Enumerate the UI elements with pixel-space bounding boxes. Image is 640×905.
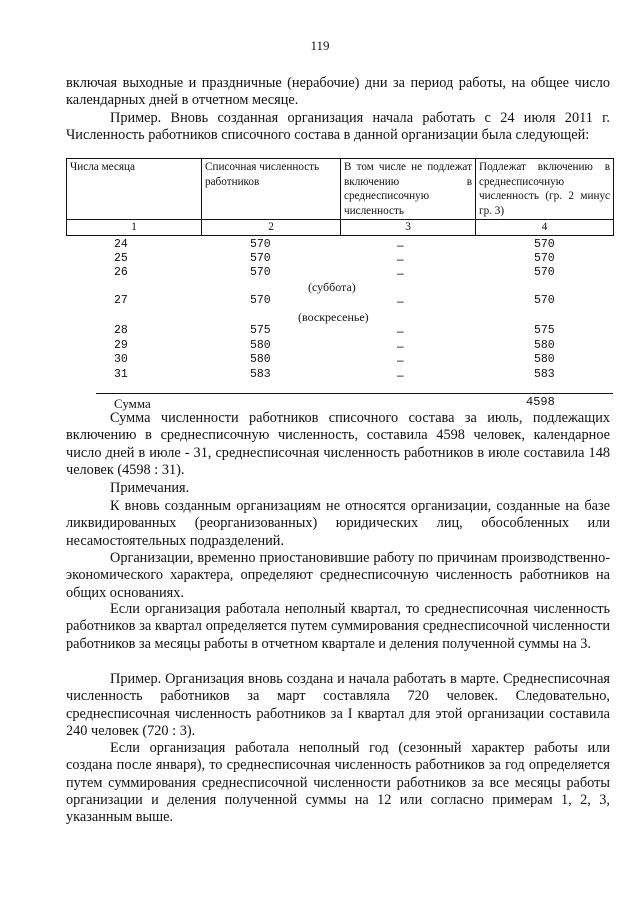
row-count: 570 — [250, 294, 271, 307]
row-included: 570 — [534, 266, 555, 279]
row-included: 570 — [534, 238, 555, 251]
paragraph-new-orgs: К вновь созданным организациям не относятся организации, созданные на базе ликвидированных (реорганизованных) юридических лиц, обособленных или несамостоятельных подразделений. — [66, 498, 610, 549]
header-included: Подлежат включению в среднесписочную численность (гр. 2 минус гр. 3) — [476, 159, 614, 220]
paragraph-suspended: Организации, временно приостановившие работу по причинам производственно-экономического характера, определяют среднесписочную численность работников на общих основаниях. — [66, 550, 610, 601]
table-row — [0, 294, 640, 308]
header-excluded: В том числе не подлежат включению в среднесписочную численность — [341, 159, 476, 220]
row-count: 575 — [250, 324, 271, 337]
row-count: 570 — [250, 266, 271, 279]
sum-divider — [96, 393, 613, 394]
col-number-4: 4 — [476, 220, 614, 236]
note-saturday: (суббота) — [308, 280, 356, 294]
page-number: 119 — [310, 38, 330, 53]
notes-heading: Примечания. — [110, 480, 190, 496]
row-excluded: – — [397, 266, 404, 280]
paragraph-example-march: Пример. Организация вновь создана и начала работать в марте. Среднесписочная численность работников за март составляла 720 человек. Следовательно, среднесписочная численность работников за I квартал для этой организации составила 240 человек (720 : 3). — [66, 671, 610, 739]
row-excluded: – — [397, 238, 404, 252]
table-row — [0, 324, 640, 338]
intro-paragraph-1: включая выходные и праздничные (нерабочие) дни за период работы, на общее число календарных дней в отчетном месяце. — [66, 75, 610, 109]
paragraph-sum: Сумма численности работников списочного состава за июль, подлежащих включению в среднесписочную численность, составила 4598 человек, календарное число дней в июле - 31, среднесписочная численность работников в июле составила 148 человек (4598 : 31). — [66, 410, 610, 478]
row-included: 570 — [534, 294, 555, 307]
table-row — [0, 339, 640, 353]
row-count: 583 — [250, 368, 271, 381]
table-row — [0, 266, 640, 280]
row-day: 30 — [114, 353, 128, 366]
col-number-3: 3 — [341, 220, 476, 236]
row-included: 580 — [534, 353, 555, 366]
row-excluded: – — [397, 324, 404, 338]
header-day: Числа месяца — [67, 159, 202, 220]
row-day: 26 — [114, 266, 128, 279]
row-count: 570 — [250, 252, 271, 265]
row-count: 570 — [250, 238, 271, 251]
row-excluded: – — [397, 368, 404, 382]
row-day: 24 — [114, 238, 128, 251]
row-excluded: – — [397, 252, 404, 266]
row-day: 31 — [114, 368, 128, 381]
paragraph-incomplete-quarter: Если организация работала неполный квартал, то среднесписочная численность работников за квартал определяется путем суммирования среднесписочной численности работников за месяцы работы в отчетном квартале и деления полученной суммы на 3. — [66, 601, 610, 652]
col-number-2: 2 — [202, 220, 341, 236]
row-excluded: – — [397, 339, 404, 353]
row-excluded: – — [397, 353, 404, 367]
paragraph-incomplete-year: Если организация работала неполный год (сезонный характер работы или создана после января), то среднесписочная численность работников за год определяется путем суммирования среднесписочной численности работников за все месяцы работы организации и деления полученной суммы на 12 или согласно примерам 1, 2, 3, указанным выше. — [66, 740, 610, 826]
row-day: 25 — [114, 252, 128, 265]
table-row — [0, 238, 640, 252]
sum-label: Сумма — [114, 396, 151, 411]
row-day: 28 — [114, 324, 128, 337]
sum-value: 4598 — [526, 395, 555, 409]
row-excluded: – — [397, 294, 404, 308]
col-number-1: 1 — [67, 220, 202, 236]
row-included: 583 — [534, 368, 555, 381]
note-sunday: (воскресенье) — [298, 310, 369, 324]
row-included: 570 — [534, 252, 555, 265]
row-day: 29 — [114, 339, 128, 352]
staff-table-header — [66, 158, 614, 236]
header-count: Списочная численность работников — [202, 159, 341, 220]
row-included: 580 — [534, 339, 555, 352]
row-count: 580 — [250, 353, 271, 366]
row-count: 580 — [250, 339, 271, 352]
intro-paragraph-2: Пример. Вновь созданная организация начала работать с 24 июля 2011 г. Численность работников списочного состава в данной организации была следующей: — [66, 110, 610, 144]
table-row — [0, 353, 640, 367]
table-row — [0, 368, 640, 382]
row-day: 27 — [114, 294, 128, 307]
table-row — [0, 252, 640, 266]
row-included: 575 — [534, 324, 555, 337]
